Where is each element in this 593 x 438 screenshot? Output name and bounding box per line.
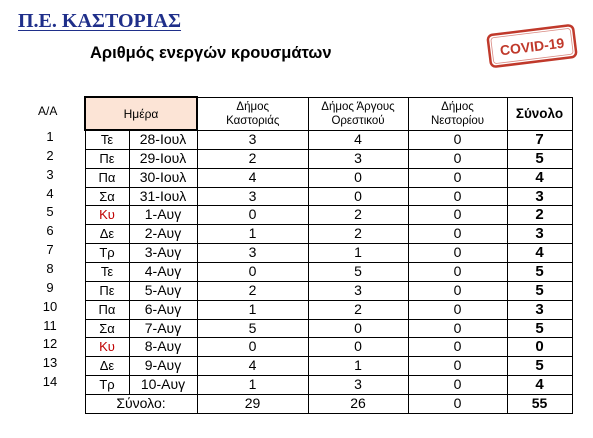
argos-cell: 3 (308, 281, 408, 300)
day-cell: Κυ (85, 206, 129, 225)
table-row (85, 300, 572, 319)
kastoria-cell: 2 (197, 281, 308, 300)
nestorio-cell: 0 (408, 263, 507, 282)
row-number: 6 (46, 223, 54, 239)
total-cell: 5 (507, 357, 572, 376)
total-cell: 3 (507, 300, 572, 319)
kastoria-column-header (197, 97, 308, 130)
sum-label: Σύνολο: (85, 395, 197, 414)
kastoria-cell: 0 (197, 263, 308, 282)
nestorio-cell: 0 (408, 130, 507, 149)
day-cell: Πε (85, 281, 129, 300)
nestorio-cell: 0 (408, 168, 507, 187)
total-cell: 5 (507, 281, 572, 300)
table-row (85, 187, 572, 206)
day-cell: Πε (85, 149, 129, 168)
argos-cell: 4 (308, 130, 408, 149)
total-cell: 5 (507, 319, 572, 338)
covid-19-stamp (485, 23, 579, 70)
day-cell: Δε (85, 357, 129, 376)
nestorio-cell: 0 (408, 300, 507, 319)
total-cell: 4 (507, 168, 572, 187)
nestorio-cell: 0 (408, 187, 507, 206)
kastoria-cell: 5 (197, 319, 308, 338)
row-number: 5 (46, 204, 54, 220)
row-number: 10 (42, 298, 58, 314)
nestorio-header-line2: Νεστορίου (430, 114, 485, 127)
argos-cell: 2 (308, 206, 408, 225)
date-cell: 4-Αυγ (129, 263, 197, 282)
table-row (85, 244, 572, 263)
sum-total: 55 (507, 395, 572, 414)
day-cell: Τε (85, 263, 129, 282)
nestorio-cell: 0 (408, 281, 507, 300)
date-cell: 28-Ιουλ (129, 130, 197, 149)
argos-cell: 0 (308, 338, 408, 357)
sum-nestorio: 0 (408, 395, 507, 414)
date-cell: 6-Αυγ (129, 300, 197, 319)
nestorio-cell: 0 (408, 225, 507, 244)
argos-cell: 0 (308, 168, 408, 187)
table-row (85, 338, 572, 357)
date-cell: 1-Αυγ (129, 206, 197, 225)
day-cell: Πα (85, 168, 129, 187)
kastoria-cell: 1 (197, 300, 308, 319)
row-number: 12 (42, 336, 58, 352)
argos-column-header (308, 97, 408, 130)
kastoria-cell: 0 (197, 338, 308, 357)
row-number: 2 (46, 147, 54, 163)
table-row (85, 263, 572, 282)
date-column-header: Ημέρα (85, 97, 197, 130)
total-cell: 0 (507, 338, 572, 357)
total-cell: 2 (507, 206, 572, 225)
row-number: 3 (46, 166, 54, 182)
nestorio-cell: 0 (408, 149, 507, 168)
table-row (85, 206, 572, 225)
cases-table (84, 96, 573, 414)
aa-header: Α/Α (38, 104, 58, 118)
nestorio-cell: 0 (408, 376, 507, 395)
argos-cell: 3 (308, 376, 408, 395)
total-cell: 4 (507, 376, 572, 395)
day-cell: Πα (85, 300, 129, 319)
row-number: 8 (46, 261, 54, 277)
argos-header-line2: Ορεστικού (331, 114, 385, 127)
day-cell: Σα (85, 187, 129, 206)
day-cell: Σα (85, 319, 129, 338)
day-cell: Τρ (85, 244, 129, 263)
table-row (85, 319, 572, 338)
nestorio-header-line1: Δήμος (441, 100, 474, 113)
date-cell: 9-Αυγ (129, 357, 197, 376)
table-row (85, 225, 572, 244)
total-cell: 3 (507, 187, 572, 206)
day-cell: Τε (85, 130, 129, 149)
total-cell: 4 (507, 244, 572, 263)
nestorio-cell: 0 (408, 319, 507, 338)
kastoria-cell: 4 (197, 168, 308, 187)
stamp-text: COVID-19 (499, 34, 566, 59)
row-number: 9 (46, 279, 54, 295)
nestorio-column-header (408, 97, 507, 130)
row-number: 1 (46, 129, 54, 144)
total-cell: 3 (507, 225, 572, 244)
sum-kastoria: 29 (197, 395, 308, 414)
aa-column (30, 128, 70, 392)
row-number: 14 (42, 374, 58, 390)
sum-row (85, 395, 572, 414)
region-title: Π.Ε. ΚΑΣΤΟΡΙΑΣ (18, 10, 182, 32)
row-number: 13 (42, 355, 58, 371)
row-number: 4 (46, 185, 54, 201)
day-cell: Τρ (85, 376, 129, 395)
table-row (85, 357, 572, 376)
day-cell: Κυ (85, 338, 129, 357)
table-row (85, 168, 572, 187)
page-subtitle: Αριθμός ενεργών κρουσμάτων (90, 44, 332, 62)
argos-cell: 1 (308, 357, 408, 376)
date-cell: 2-Αυγ (129, 225, 197, 244)
table-row (85, 281, 572, 300)
date-cell: 29-Ιουλ (129, 149, 197, 168)
kastoria-cell: 3 (197, 244, 308, 263)
date-cell: 7-Αυγ (129, 319, 197, 338)
kastoria-cell: 3 (197, 130, 308, 149)
row-number: 7 (46, 242, 54, 258)
total-cell: 7 (507, 130, 572, 149)
kastoria-header-line2: Καστοριάς (226, 114, 280, 127)
argos-cell: 0 (308, 187, 408, 206)
kastoria-cell: 4 (197, 357, 308, 376)
argos-cell: 2 (308, 300, 408, 319)
table-row (85, 130, 572, 149)
date-cell: 31-Ιουλ (129, 187, 197, 206)
total-cell: 5 (507, 263, 572, 282)
nestorio-cell: 0 (408, 206, 507, 225)
total-cell: 5 (507, 149, 572, 168)
date-cell: 8-Αυγ (129, 338, 197, 357)
kastoria-cell: 1 (197, 225, 308, 244)
argos-cell: 1 (308, 244, 408, 263)
date-cell: 10-Αυγ (129, 376, 197, 395)
kastoria-cell: 3 (197, 187, 308, 206)
table-row (85, 149, 572, 168)
argos-header-line1: Δήμος Άργους (321, 100, 395, 113)
kastoria-cell: 0 (197, 206, 308, 225)
date-cell: 5-Αυγ (129, 281, 197, 300)
argos-cell: 5 (308, 263, 408, 282)
date-cell: 30-Ιουλ (129, 168, 197, 187)
kastoria-cell: 2 (197, 149, 308, 168)
row-number: 11 (43, 317, 57, 333)
table-row (85, 376, 572, 395)
nestorio-cell: 0 (408, 357, 507, 376)
nestorio-cell: 0 (408, 244, 507, 263)
day-cell: Δε (85, 225, 129, 244)
kastoria-cell: 1 (197, 376, 308, 395)
date-cell: 3-Αυγ (129, 244, 197, 263)
argos-cell: 3 (308, 149, 408, 168)
kastoria-header-line1: Δήμος (236, 100, 270, 113)
sum-argos: 26 (308, 395, 408, 414)
nestorio-cell: 0 (408, 338, 507, 357)
argos-cell: 2 (308, 225, 408, 244)
total-column-header: Σύνολο (507, 97, 572, 130)
argos-cell: 0 (308, 319, 408, 338)
